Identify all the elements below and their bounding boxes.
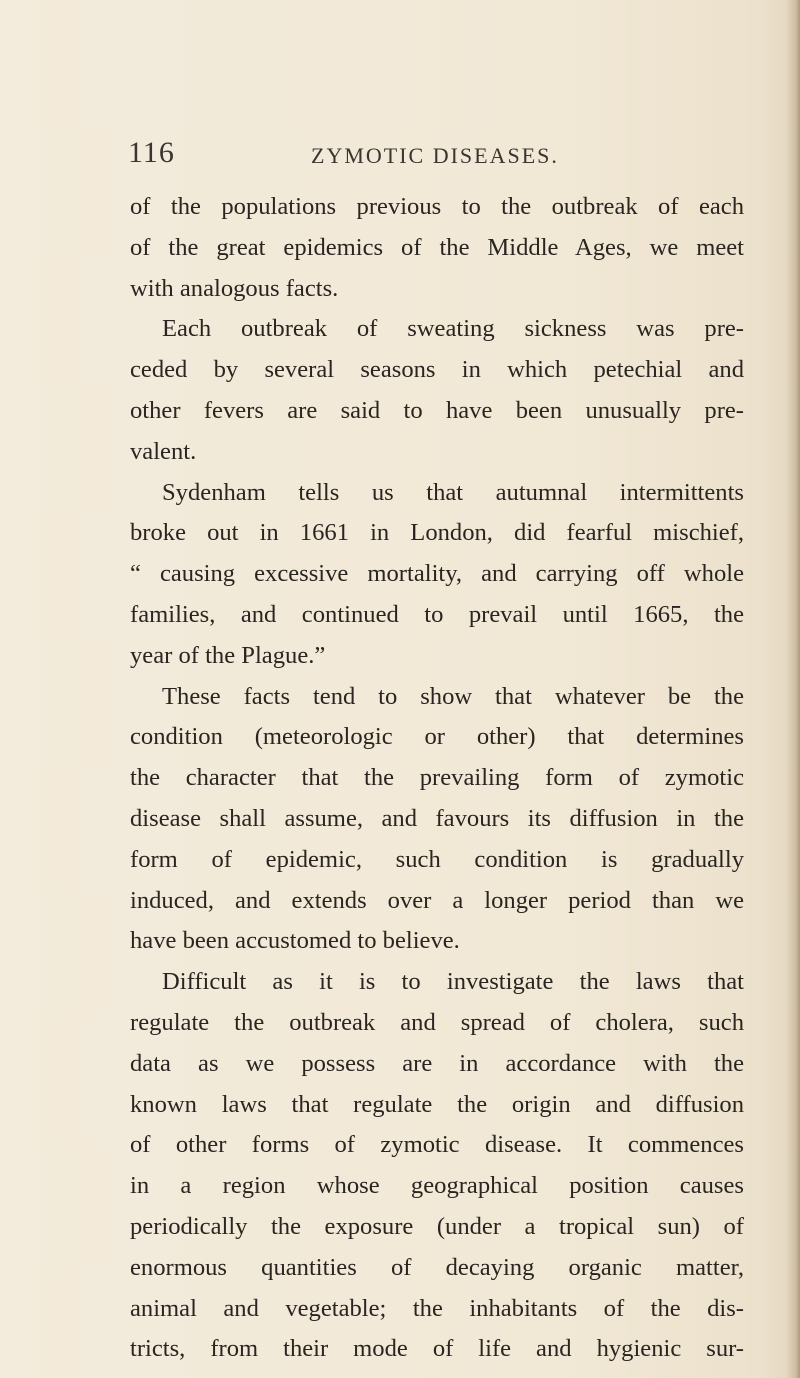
text-line: form of epidemic, such condition is gradually xyxy=(130,845,744,873)
text-line: other fevers are said to have been unusually pre- xyxy=(130,396,744,424)
text-line: in a region whose geographical position causes xyxy=(130,1172,744,1200)
text-line: of the great epidemics of the Middle Ages, we meet xyxy=(130,233,744,261)
text-line: disease shall assume, and favours its diffusion in the xyxy=(130,804,744,832)
text-line: valent. xyxy=(130,437,197,465)
text-line: regulate the outbreak and spread of cholera, such xyxy=(130,1008,744,1036)
text-line: the character that the prevailing form of zymotic xyxy=(130,764,744,792)
text-line: Each outbreak of sweating sickness was pre- xyxy=(162,315,744,343)
text-line: data as we possess are in accordance with the xyxy=(130,1049,744,1077)
text-line: Difficult as it is to investigate the laws that xyxy=(162,968,744,996)
page-number: 116 xyxy=(128,136,175,169)
text-line: condition (meteorologic or other) that determines xyxy=(130,723,744,751)
text-line: have been accustomed to believe. xyxy=(130,927,460,955)
text-line: year of the Plague.” xyxy=(130,641,326,669)
text-line: animal and vegetable; the inhabitants of the dis- xyxy=(130,1294,744,1322)
page-edge-shadow xyxy=(786,0,800,1378)
text-line: Sydenham tells us that autumnal intermittents xyxy=(162,478,744,506)
text-line: ceded by several seasons in which petechial and xyxy=(130,356,744,384)
running-head: ZYMOTIC DISEASES. xyxy=(311,143,559,168)
text-line: with analogous facts. xyxy=(130,274,339,302)
text-line: of other forms of zymotic disease. It commences xyxy=(130,1131,744,1159)
page-header xyxy=(0,133,800,173)
text-line: tricts, from their mode of life and hygienic sur- xyxy=(130,1335,744,1363)
text-line: These facts tend to show that whatever be the xyxy=(162,682,744,710)
body-text xyxy=(130,187,744,1370)
text-line: of the populations previous to the outbreak of each xyxy=(130,193,744,220)
text-line: enormous quantities of decaying organic matter, xyxy=(130,1253,744,1281)
text-line: periodically the exposure (under a tropical sun) of xyxy=(130,1212,744,1240)
text-line: broke out in 1661 in London, did fearful mischief, xyxy=(130,519,744,547)
text-line: known laws that regulate the origin and diffusion xyxy=(130,1090,744,1118)
text-line: “ causing excessive mortality, and carrying off whole xyxy=(130,560,744,588)
text-line: induced, and extends over a longer period than we xyxy=(130,886,744,914)
text-line: families, and continued to prevail until 1665, the xyxy=(130,600,744,628)
